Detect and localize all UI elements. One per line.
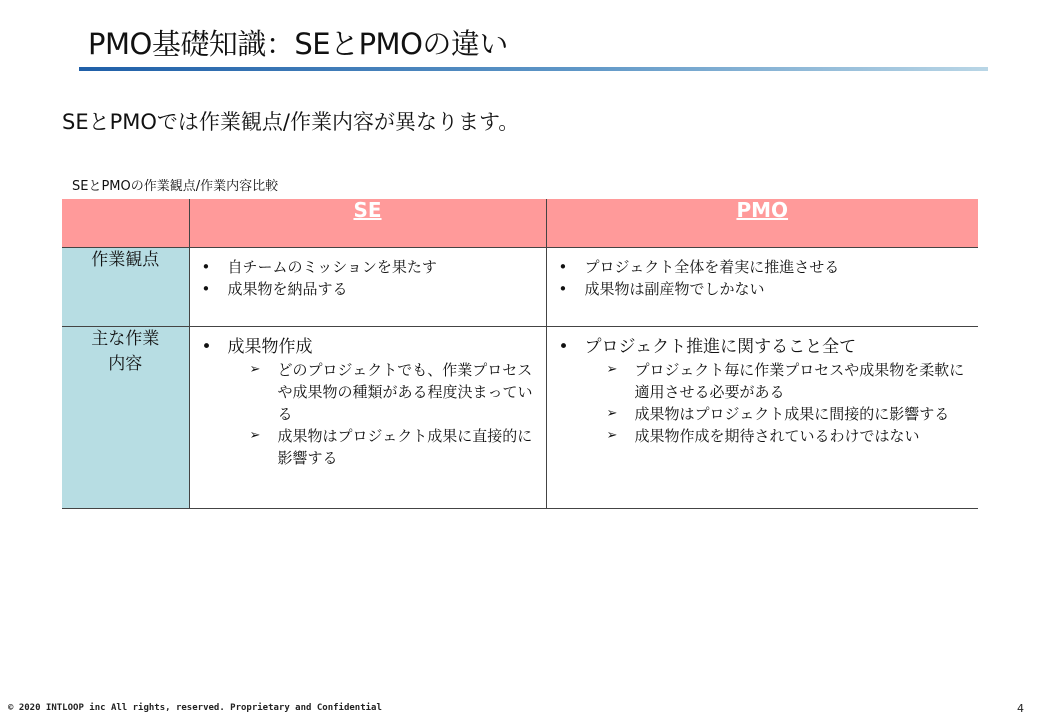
list-item: • 成果物を納品する (202, 278, 536, 300)
list-item-label: プロジェクト推進に関すること全て (584, 337, 857, 357)
lead-text: SEとPMOでは作業観点/作業内容が異なります。 (62, 110, 520, 134)
comparison-table (62, 199, 978, 509)
list-item: • 自チームのミッションを果たす (202, 256, 536, 278)
copyright-notice: © 2020 INTLOOP inc All rights, reserved. Proprietary and Confidential (8, 703, 382, 713)
sub-list-item: ➢ どのプロジェクトでも、作業プロセスや成果物の種類がある程度決まっている (250, 359, 536, 425)
sub-bullet-list (585, 359, 969, 447)
header-corner-cell (62, 199, 189, 248)
cell-se-main-work (189, 327, 546, 509)
row-header-work-perspective: 作業観点 (62, 248, 189, 327)
bullet-list (547, 327, 979, 447)
row-header-main-work (62, 327, 189, 509)
title-underline (79, 67, 988, 71)
bullet-list (190, 248, 546, 300)
list-item: • プロジェクト全体を着実に推進させる (559, 256, 969, 278)
bullet-list (190, 327, 546, 469)
bullet-list (547, 248, 979, 300)
cell-pmo-perspective (546, 248, 978, 327)
list-item (202, 335, 536, 469)
table-header-row (62, 199, 978, 248)
sub-list-item: ➢ 成果物はプロジェクト成果に間接的に影響する (607, 403, 969, 425)
column-header-se: SE (189, 199, 546, 248)
column-header-pmo: PMO (546, 199, 978, 248)
sub-list-item: ➢ プロジェクト毎に作業プロセスや成果物を柔軟に適用させる必要がある (607, 359, 969, 403)
cell-pmo-main-work (546, 327, 978, 509)
list-item (559, 335, 969, 447)
list-item: • 成果物は副産物でしかない (559, 278, 969, 300)
sub-list-item: ➢ 成果物はプロジェクト成果に直接的に影響する (250, 425, 536, 469)
table-row (62, 248, 978, 327)
row-header-line: 主な作業 (91, 329, 160, 349)
row-header-line: 内容 (108, 354, 143, 374)
table-row (62, 327, 978, 509)
list-item-label: 成果物作成 (227, 337, 313, 357)
cell-se-perspective (189, 248, 546, 327)
page-number: 4 (1017, 702, 1024, 715)
sub-bullet-list (228, 359, 536, 469)
table-caption: SEとPMOの作業観点/作業内容比較 (72, 179, 279, 194)
slide-title: PMO基礎知識：SEとPMOの違い (88, 27, 508, 61)
sub-list-item: ➢ 成果物作成を期待されているわけではない (607, 425, 969, 447)
